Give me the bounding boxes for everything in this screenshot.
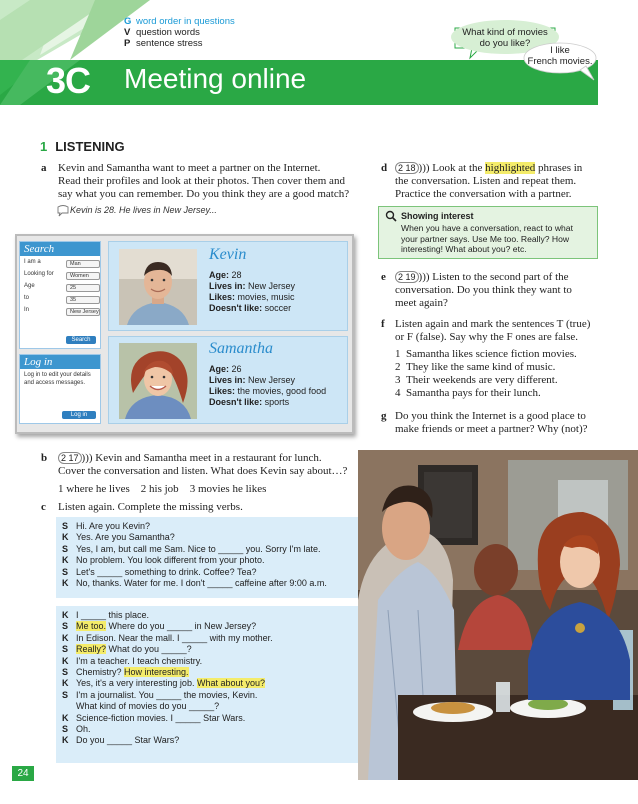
showing-interest-tip xyxy=(378,206,598,259)
i-am-select[interactable]: Man xyxy=(66,260,100,268)
dialogue-part-1 xyxy=(56,517,374,598)
dialogue-line: K Yes. Are you Samantha? xyxy=(62,532,175,543)
section-header: 1 LISTENING xyxy=(40,139,125,154)
form-row-to: to 35 xyxy=(24,295,96,307)
login-form xyxy=(19,354,101,424)
kevin-details: Age: 28 Lives in: New Jersey Likes: movies, music Doesn't like: soccer xyxy=(209,270,296,313)
dialogue-line: S Let's _____ something to drink. Coffee? Tea? xyxy=(62,566,257,577)
unit-title: Meeting online xyxy=(124,63,307,94)
search-form xyxy=(19,241,101,349)
audio-track-icon[interactable]: 2 17 xyxy=(58,452,82,464)
restaurant-illustration xyxy=(358,450,638,780)
dating-site-panel xyxy=(15,234,354,434)
audio-track-icon[interactable]: 2 19 xyxy=(395,271,419,283)
form-row-looking-for: Looking for Women xyxy=(24,271,96,283)
page-number: 24 xyxy=(12,766,34,781)
dialogue-line: K No, thanks. Water for me. I don't _____ caffeine after 9:00 a.m. xyxy=(62,577,327,588)
exercise-a: a Kevin and Samantha want to meet a partner on the Internet. Read their profiles and look at their photos. Then cover them and say what you can remember. Do you think they are a good match? xyxy=(41,162,350,200)
kevin-photo xyxy=(119,249,197,325)
example-prompt: Kevin is 28. He lives in New Jersey... xyxy=(56,205,226,217)
dialogue-line: S Really? What do you _____? xyxy=(62,644,192,655)
form-row-age: Age 25 xyxy=(24,283,96,295)
exercise-f: f Listen again and mark the sentences T (true) or F (false). Say why the F ones are false. 1 Samantha likes science fiction movies. 2 They like the same kind of music. 3 Their weekends are very different. 4 Samantha pays for their lunch. xyxy=(381,318,626,400)
search-button[interactable]: Search xyxy=(66,336,96,344)
statement-item: 2 They like the same kind of music. xyxy=(395,361,556,373)
dialogue-line: K I'm a teacher. I teach chemistry. xyxy=(62,655,203,666)
speech-icon xyxy=(56,205,70,217)
age-to-select[interactable]: 35 xyxy=(66,296,100,304)
looking-for-select[interactable]: Women xyxy=(66,272,100,280)
exercise-e: e 2 19 ))) Listen to the second part of the conversation. Do you think they want to meet again? xyxy=(381,271,572,309)
dialogue-line: S Chemistry? How interesting. xyxy=(62,666,189,677)
dialogue-line: S Hi. Are you Kevin? xyxy=(62,521,151,531)
profile-card-kevin[interactable] xyxy=(108,241,348,331)
kevin-name: Kevin xyxy=(209,246,247,263)
samantha-photo xyxy=(119,343,197,419)
dialogue-line: S Yes, I am, but call me Sam. Nice to _____ you. Sorry I'm late. xyxy=(62,543,321,554)
samantha-name: Samantha xyxy=(209,340,273,357)
form-row-i-am: I am a Man xyxy=(24,259,96,271)
exercise-g: g Do you think the Internet is a good place to make friends or meet a partner? Why (not)? xyxy=(381,410,588,435)
lesson-focus: G word order in questions V question words P sentence stress xyxy=(124,16,235,49)
unit-banner xyxy=(0,0,638,108)
login-button[interactable]: Log in xyxy=(62,411,96,419)
dialogue-line: K Science-fiction movies. I _____ Star Wars. xyxy=(62,712,246,723)
exercise-b: b 2 17 ))) Kevin and Samantha meet in a restaurant for lunch. Cover the conversation and listen. What does Kevin say about…? 1 where he lives 2 his job 3 movies he likes xyxy=(41,452,361,496)
dialogue-line: What kind of movies do you _____? xyxy=(76,701,220,712)
tip-title: Showing interest xyxy=(401,211,474,221)
statement-list xyxy=(395,348,626,400)
dialogue-line: S Me too. Where do you _____ in New Jersey? xyxy=(62,621,257,632)
dialogue-line: K Do you _____ Star Wars? xyxy=(62,735,180,746)
exercise-d: d 2 18 ))) Look at the highlighted phrases in the conversation. Listen and repeat them. Practice the conversation with a partner. xyxy=(381,162,583,200)
dialogue-line: S I'm a journalist. You _____ the movies, Kevin. xyxy=(62,689,258,700)
exercise-b-options: 1 where he lives 2 his job 3 movies he likes xyxy=(58,483,267,495)
login-form-title: Log in xyxy=(20,355,100,369)
dialogue-part-2 xyxy=(56,606,374,763)
location-select[interactable]: New Jersey xyxy=(66,308,100,316)
audio-track-icon[interactable]: 2 18 xyxy=(395,162,419,174)
dialogue-line: K In Edison. Near the mall. I _____ with my mother. xyxy=(62,632,273,643)
restaurant-photo xyxy=(358,450,638,780)
speech-bubble-question: What kind of movies do you like? xyxy=(462,27,548,49)
form-row-in: In New Jersey xyxy=(24,307,99,315)
profile-card-samantha[interactable] xyxy=(108,336,348,424)
samantha-details: Age: 26 Lives in: New Jersey Likes: the movies, good food Doesn't like: sports xyxy=(209,364,327,407)
audio-icon: ))) xyxy=(418,271,430,283)
unit-number: 3C xyxy=(46,60,91,101)
statement-item: 3 Their weekends are very different. xyxy=(395,374,558,386)
tip-text: When you have a conversation, react to what your partner says. Use Me too. Really? How interesting! What about you? etc. xyxy=(401,223,573,254)
dialogue-line: K No problem. You look different from your photo. xyxy=(62,555,265,566)
dialogue-line: S Oh. xyxy=(62,723,91,734)
audio-icon: ))) xyxy=(81,452,93,464)
speech-bubble-answer: I like French movies. xyxy=(527,45,593,67)
search-form-title: Search xyxy=(20,242,100,256)
section-title: LISTENING xyxy=(55,139,125,154)
age-from-select[interactable]: 25 xyxy=(66,284,100,292)
statement-item: 4 Samantha pays for their lunch. xyxy=(395,387,541,399)
audio-icon: ))) xyxy=(418,162,430,174)
dialogue-line: K Yes, it's a very interesting job. What about you? xyxy=(62,678,265,689)
statement-item: 1 Samantha likes science fiction movies. xyxy=(395,348,577,360)
exercise-c: c Listen again. Complete the missing verbs. xyxy=(41,501,243,513)
login-text: Log in to edit your details and access messages. xyxy=(24,372,91,386)
magnifier-icon xyxy=(385,210,397,222)
dialogue-line: K I _____ this place. xyxy=(62,610,150,620)
